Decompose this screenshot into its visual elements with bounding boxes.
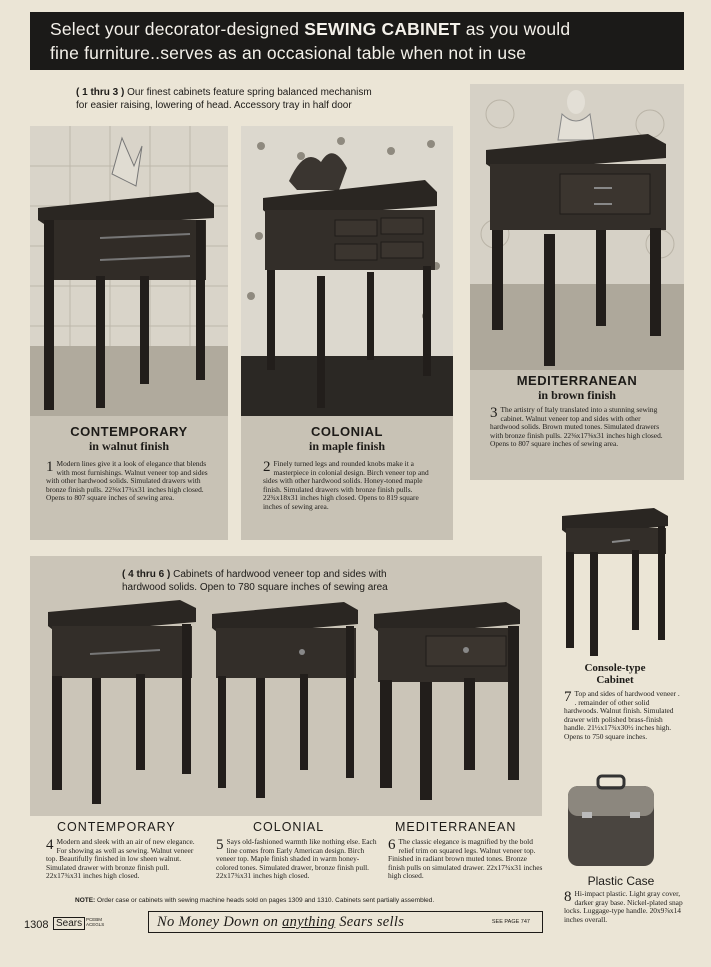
cabinet-5-description: 5 Says old-fashioned warmth like nothing else. Each line comes from Early American design. Birch veneer top. Maple finish shaded in warm honey-colored tones. Simulated drawer, bronze finish pull. 22x17¾x31 inches high closed. <box>216 837 377 881</box>
cabinet-3-description: 3 The artistry of Italy translated into a stunning sewing cabinet. Walnut veneer top and sides with other hardwood solids. Brown muted tones. Simulated drawers with bronze finish pulls. 22⅜x17⅝x31 inches high closed. Opens to 807 square inches of sewing area. <box>490 405 663 449</box>
panel-contemporary-walnut <box>30 126 228 540</box>
cabinet-2-photo <box>241 126 453 416</box>
cabinet-7-photo <box>556 502 676 662</box>
panel-hardwood-cabinets <box>30 556 542 816</box>
cabinet-4-description: 4 Modern and sleek with an air of new elegance. For showing as well as sewing. Walnut veneer top. Beautifully finished in low sheen walnut. Simulated drawer with bronze finish pull. 22x17¾x31 inches high closed. <box>46 837 195 881</box>
cabinet-3-caption: MEDITERRANEAN in brown finish <box>516 373 638 402</box>
order-note: NOTE: Order case or cabinets with sewing machine heads sold on pages 1309 and 1310. Cabinets sent partially assembled. <box>75 897 435 904</box>
headline-banner <box>30 12 684 70</box>
case-8-description: 8 Hi-impact plastic. Light gray cover, darker gray base. Nickel-plated snap locks. Luggage-type handle. 20x9⅞x14 inches overall. <box>564 889 683 924</box>
cabinet-6-name: MEDITERRANEAN <box>395 820 517 834</box>
no-money-down-text: No Money Down on anything Sears sells <box>157 914 405 930</box>
cabinet-6-description: 6 The classic elegance is magnified by the bold relief trim on squared legs. Walnut veneer top. Finished in radiant brown muted tones. Bronze finish pulls on simulated drawer. 22x17¾x31 inches high closed. <box>388 837 543 881</box>
cabinet-2-description: 2 Finely turned legs and rounded knobs make it a masterpiece in colonial design. Birch veneer top and sides with other hardwood solids. Honey-toned maple finish. Simulated drawers with bronze finish pulls. 22¾x18x31 inches high closed. Opens to 819 square inches of sewing area. <box>263 459 429 511</box>
headline-line-1: Select your decorator-designed SEWING CABINET as you would <box>50 19 571 39</box>
cabinet-5-name: COLONIAL <box>253 820 325 834</box>
section-top-note: ( 1 thru 3 ) Our finest cabinets feature spring balanced mechanism for easier raising, lowering of head. Accessory tray in half door <box>76 87 372 111</box>
cabinet-1-caption: CONTEMPORARY in walnut finish <box>70 424 188 453</box>
cabinet-7-caption: Console-type Cabinet <box>584 662 646 686</box>
catalog-codes: PCEBM ACEGLS <box>86 917 105 927</box>
cabinet-3-photo <box>470 84 684 370</box>
case-8-photo <box>562 772 662 870</box>
case-8-name: Plastic Case <box>587 874 655 888</box>
headline-line-2: fine furniture..serves as an occasional table when not in use <box>50 43 527 63</box>
panel-mediterranean-brown <box>470 84 684 480</box>
no-money-down-box <box>148 911 543 933</box>
cabinet-1-photo <box>30 126 228 416</box>
cabinet-7-description: 7 Top and sides of hardwood veneer . . remainder of other solid hardwoods. Walnut finish. Simulated drawer with polished brass-finish handle. 21½x17¾x30½ inches high. Opens to 750 square inches. <box>564 689 680 741</box>
cabinet-2-caption: COLONIAL in maple finish <box>308 424 386 453</box>
cabinet-1-description: 1 Modern lines give it a look of elegance that blends with most furnishings. Walnut veneer top and sides with other hardwood solids. Simulated drawers with bronze finish pulls. 22⅜x17¾x31 inches high closed. Opens to 807 square inches of sewing area. <box>46 459 208 503</box>
panel-colonial-maple <box>241 126 453 540</box>
sears-logo: Sears <box>53 917 85 930</box>
page-number: 1308 <box>24 919 49 931</box>
see-page-link: SEE PAGE 747 <box>491 919 530 925</box>
cabinets-4-6-photo <box>30 556 542 816</box>
cabinet-4-name: CONTEMPORARY <box>57 820 176 834</box>
section-bottom-note: ( 4 thru 6 ) Cabinets of hardwood veneer top and sides with hardwood solids. Open to 780 square inches of sewing area <box>122 569 388 593</box>
